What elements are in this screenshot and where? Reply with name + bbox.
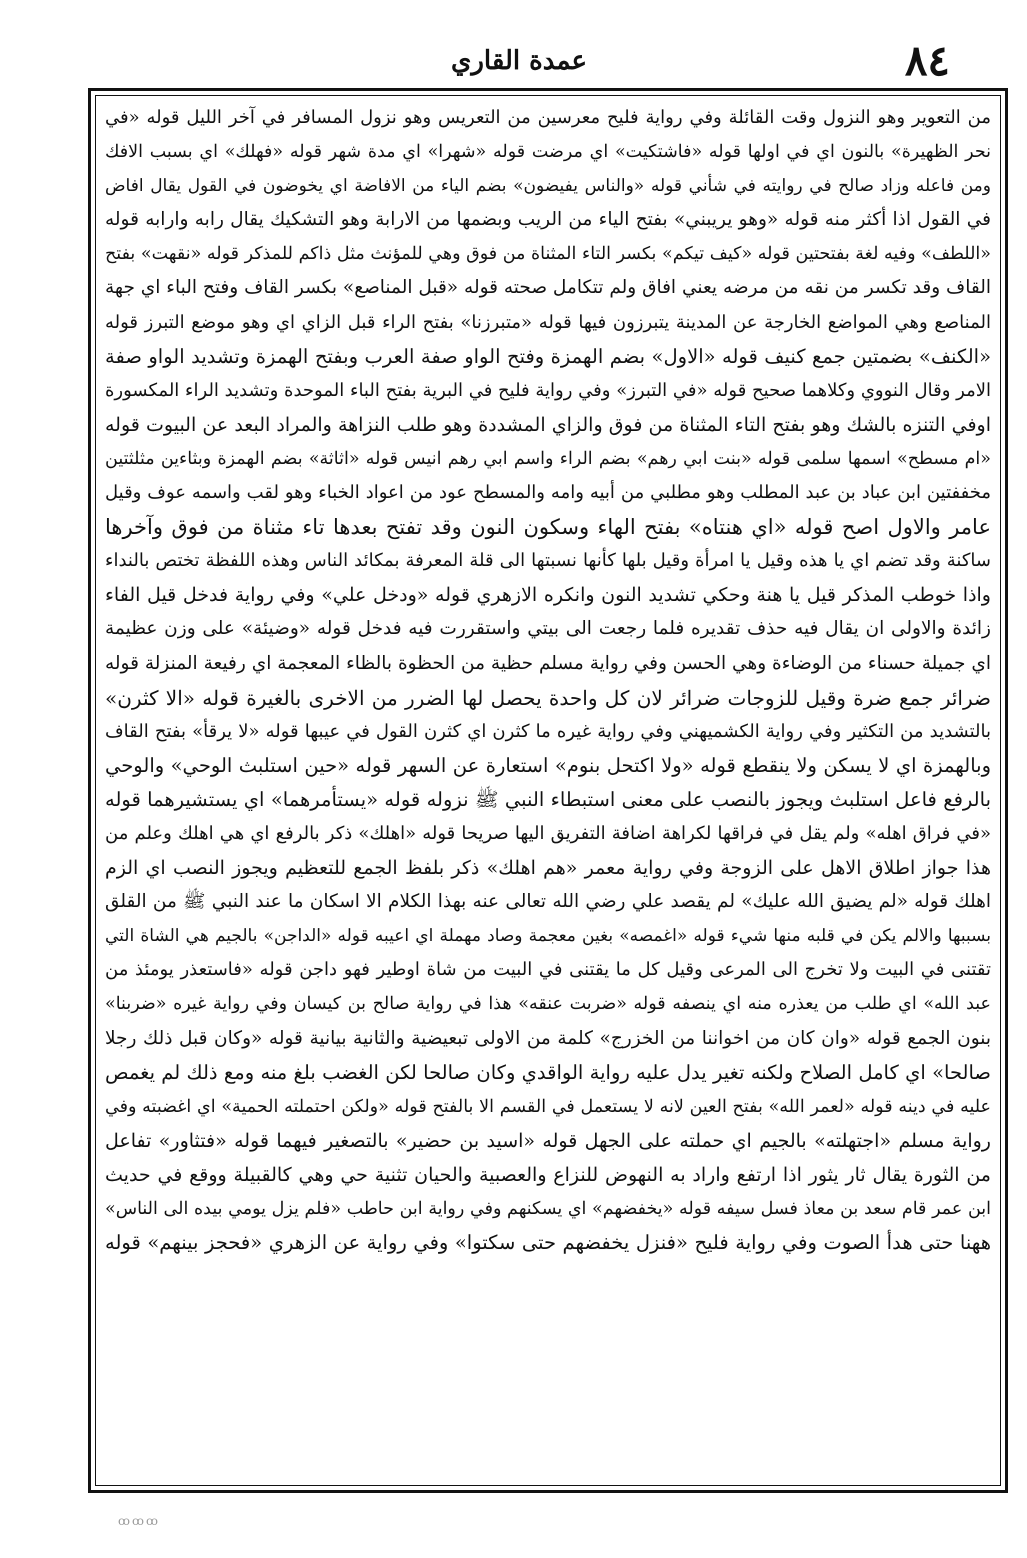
- text-line: عامر والاول اصح قوله «اي هنتاه» بفتح الهاء وسكون النون وقد تفتح بعدها تاء مثناة من فوق وآخرها: [105, 515, 991, 540]
- text-line: صالحا» اي كامل الصلاح ولكنه تغير يدل عليه رواية الواقدي وكان صالحا لكن الغضب بلغ منه ومع ذلك لم يغمص: [105, 1060, 991, 1084]
- text-line: نحر الظهيرة» بالنون اي في اولها قوله «فاشتكيت» اي مرضت قوله «شهرا» اي مدة شهر قوله «فهلك» اي بسبب الافك: [105, 142, 991, 163]
- text-line: ساكنة وقد تضم اي يا هذه وقيل يا امرأة وقيل بلها كأنها نسبتها الى قلة المعرفة بمكائد الناس وهذه اللفظة تختص بالنداء: [105, 550, 991, 572]
- text-line: «ام مسطح» اسمها سلمى قوله «بنت ابي رهم» بضم الراء واسم ابي رهم انيس قوله «اثاثة» بضم الهمزة وبثاءين مثلثتين: [105, 448, 991, 469]
- text-line: تقتنى في البيت ولا تخرج الى المرعى وقيل كل ما يقتنى في البيت من شاة اوطير فهو داجن قوله «فاستعذر يومئذ من: [105, 959, 991, 981]
- text-line: اهلك قوله «لم يضيق الله عليك» لم يقصد علي رضي الله تعالى عنه بهذا الكلام الا اسكان ما عند النبي ﷺ من القلق: [105, 891, 991, 913]
- text-frame: [88, 88, 1008, 1493]
- running-title: عمدة القاري: [451, 46, 587, 76]
- text-line: هذا جواز اطلاق الاهل على الزوجة وفي رواية معمر «هم اهلك» ذكر بلفظ الجمع للتعظيم ويجوز النصب اي الزم: [105, 857, 991, 880]
- text-line: الامر وقال النووي وكلاهما صحيح قوله «في التبرز» وفي رواية فليح في البرية بفتح الباء الموحدة وتشديد الراء المكسورة: [105, 379, 991, 401]
- text-line: بالرفع فاعل استلبث ويجوز بالنصب على معنى استبطاء النبي ﷺ نزوله قوله «يستأمرهما» اي يستشيرهما قوله: [105, 787, 991, 811]
- text-line: القاف وقد تكسر من نقه من مرضه يعني افاق ولم تتكامل صحته قوله «قبل المناصع» بكسر القاف وفتح الباء اي جهة: [105, 277, 991, 299]
- text-line: ضرائر جمع ضرة وقيل للزوجات ضرائر لان كل واحدة يحصل لها الضرر من الاخرى بالغيرة قوله «الا كثرن»: [105, 685, 991, 710]
- text-line: واذا خوطب المذكر قيل يا هنة وحكي تشديد النون وانكره الازهري قوله «ودخل علي» وفي رواية فدخل قيل الفاء: [105, 584, 991, 607]
- text-line: «الكنف» بضمتين جمع كنيف قوله «الاول» بضم الهمزة وفتح الواو صفة العرب وبفتح الهمزة وتشديد الواو صفة: [105, 344, 991, 368]
- text-line: زائدة والاولى ان يقال فيه حذف تقديره فلما رجعت الى بيتي واستقررت فيه فدخل قوله «وضيئة» على وزن عظيمة: [105, 618, 991, 640]
- text-line: عبد الله» اي طلب من يعذره منه اي ينصفه قوله «ضربت عنقه» هذا في رواية صالح بن كيسان وفي رواية غيره «ضربنا»: [105, 994, 991, 1015]
- body-text: [105, 101, 991, 1480]
- text-line: بالتشديد من التكثير وفي رواية الكشميهني وفي رواية غيره ما كثرن اي كثرن القول في عيبها قوله «لا يرقأ» بفتح القاف: [105, 720, 991, 742]
- text-line: ومن فاعله وزاد صالح في روايته في شأني قوله «والناس يفيضون» بضم الياء من الافاضة اي يخوضون في القول يقال افاض: [105, 176, 991, 197]
- text-line: المناصع وهي المواضع الخارجة عن المدينة يتبرزون فيها قوله «متبرزنا» بفتح الراء قبل الزاي اي وهو موضع التبرز قوله: [105, 311, 991, 333]
- text-line: مخففتين ابن عباد بن عبد المطلب وهو مطلبي من أبيه وامه والمسطح عود من اعواد الخباء وهو لقب واسمه عوف وقيل: [105, 482, 991, 504]
- text-line: اوفي التنزه بالشك وهو بفتح التاء المثناة من فوق والزاي المشددة وهو طلب النزاهة والمراد البعد عن البيوت قوله: [105, 413, 991, 436]
- page-number: ٨٤: [904, 36, 950, 85]
- library-stamp: ꝏꝏꝏ: [118, 1514, 160, 1528]
- text-line: ههنا حتى هدأ الصوت وفي رواية فليح «فنزل يخفضهم حتى سكتوا» وفي رواية عن الزهري «فحجز بينهم» قوله: [105, 1231, 991, 1255]
- text-line: رواية مسلم «اجتهلته» بالجيم اي حملته على الجهل قوله «اسيد بن حضير» بالتصغير فيهما قوله «فتثاور» تفاعل: [105, 1129, 991, 1152]
- text-line: من الثورة يقال ثار يثور اذا ارتفع واراد به النهوض للنزاع والعصبية والحيان تثنية حي وهي كالقبيلة ووقع في حديث: [105, 1163, 991, 1186]
- page-header: [88, 18, 950, 88]
- text-line: بنون الجمع قوله «وان كان من اخواننا من الخزرج» كلمة من الاولى تبعيضية والثانية بيانية قوله «وكان قبل ذلك رجلا: [105, 1027, 991, 1049]
- text-line: «في فراق اهله» ولم يقل في فراقها لكراهة اضافة التفريق اليها صريحا قوله «اهلك» ذكر بالرفع اي هي اهلك وعلم من: [105, 822, 991, 844]
- text-line: اي جميلة حسناء من الوضاءة وهي الحسن وفي رواية مسلم حظية من الحظوة بالظاء المعجمة اي رفيعة المنزلة قوله: [105, 652, 991, 674]
- text-line: «اللطف» وفيه لغة بفتحتين قوله «كيف تيكم» بكسر التاء المثناة من فوق وهي للمؤنث مثل ذاكم للمذكر قوله «نقهت» بفتح: [105, 244, 991, 265]
- text-line: عليه في دينه قوله «لعمر الله» بفتح العين لانه لا يستعمل في القسم الا بالفتح قوله «ولكن احتملته الحمية» اي اغضبته وفي: [105, 1096, 991, 1117]
- text-line: بسببها والالم يكن في قلبه منها شيء قوله «اغمصه» بغين معجمة وصاد مهملة اي اعيبه قوله «الداجن» بالجيم هي الشاة التي: [105, 926, 991, 947]
- text-line: في القول اذا أكثر منه قوله «وهو يريبني» بفتح الياء من الريب وبضمها من الارابة وهو التشكيك يقال رابه وارابه قوله: [105, 209, 991, 231]
- text-line: ابن عمر قام سعد بن معاذ فسل سيفه قوله «يخفضهم» اي يسكنهم وفي رواية ابن حاطب «فلم يزل يومي بيده الى الناس»: [105, 1199, 991, 1219]
- text-line: وبالهمزة اي لا يسكن ولا ينقطع قوله «ولا اكتحل بنوم» استعارة عن السهر قوله «حين استلبث الوحي» والوحي: [105, 753, 991, 777]
- text-line: من التعوير وهو النزول وقت القائلة وفي رواية فليح معرسين من التعريس وهو نزول المسافر في آخر الليل قوله «في: [105, 107, 991, 128]
